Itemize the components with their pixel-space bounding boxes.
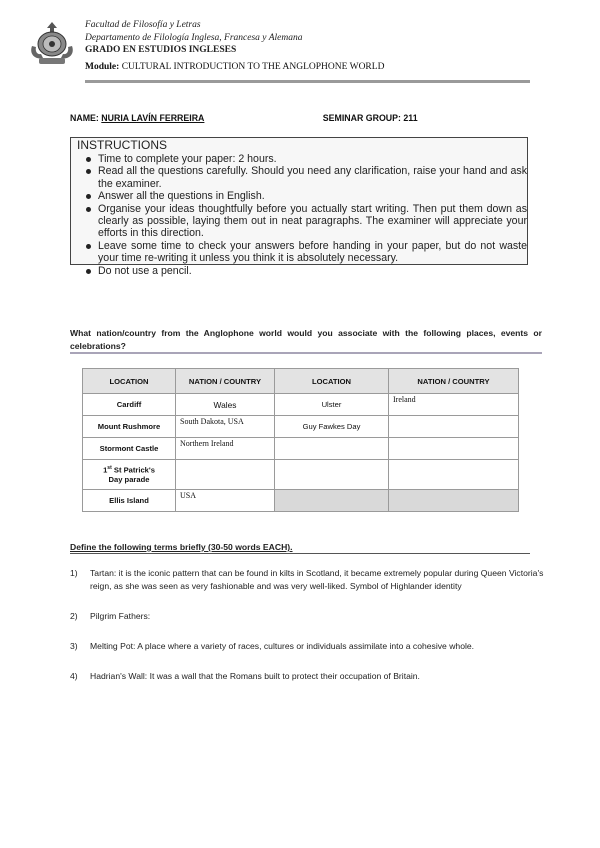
name-value: NURIA LAVÍN FERREIRA xyxy=(101,113,205,123)
university-crest-logo xyxy=(27,20,77,66)
definition-text: Melting Pot: A place where a variety of races, cultures or individuals assimilate into a cohesive whole. xyxy=(90,641,475,651)
definition-item xyxy=(70,640,550,653)
definition-number: 4) xyxy=(70,671,78,681)
column-header: NATION / COUNTRY xyxy=(176,369,275,394)
instruction-item: Leave some time to check your answers before handing in your paper, but do not waste your time re-writing it unless you think it is absolutely necessary. xyxy=(72,240,527,265)
header-divider xyxy=(85,80,530,83)
location-cell: Stormont Castle xyxy=(83,438,176,460)
table-row xyxy=(83,460,519,490)
instructions-title: INSTRUCTIONS xyxy=(77,138,167,152)
instruction-item: Answer all the questions in English. xyxy=(72,190,527,202)
degree-name: GRADO EN ESTUDIOS INGLESES xyxy=(85,45,237,55)
department-name: Departamento de Filología Inglesa, Francesa y Alemana xyxy=(85,33,303,43)
definition-item xyxy=(70,670,550,683)
location-table xyxy=(82,368,519,512)
nation-cell xyxy=(389,438,519,460)
name-label: NAME: xyxy=(70,113,99,123)
nation-cell: Northern Ireland xyxy=(176,438,275,460)
location-text: St Patrick's xyxy=(113,465,155,475)
location-cell: Ulster xyxy=(275,394,389,416)
nation-cell: Ireland xyxy=(389,394,519,416)
definition-number: 1) xyxy=(70,568,78,578)
column-header: LOCATION xyxy=(83,369,176,394)
location-cell xyxy=(275,438,389,460)
table-row xyxy=(83,416,519,438)
definition-number: 3) xyxy=(70,641,78,651)
location-cell xyxy=(83,460,176,490)
nation-cell xyxy=(389,490,519,512)
column-header: NATION / COUNTRY xyxy=(389,369,519,394)
module-line xyxy=(85,62,384,72)
location-cell: Cardiff xyxy=(83,394,176,416)
definitions-list xyxy=(70,567,550,683)
instruction-item: Do not use a pencil. xyxy=(72,265,527,277)
module-value: CULTURAL INTRODUCTION TO THE ANGLOPHONE WORLD xyxy=(121,62,385,72)
location-cell xyxy=(275,460,389,490)
definitions-heading: Define the following terms briefly (30-50 words EACH). xyxy=(70,542,530,554)
faculty-name: Facultad de Filosofía y Letras xyxy=(85,20,201,30)
ordinal-suffix: st xyxy=(107,465,112,472)
location-cell xyxy=(275,490,389,512)
table-header-row xyxy=(83,369,519,394)
instruction-item: Read all the questions carefully. Should you need any clarification, raise your hand and ask the examiner. xyxy=(72,165,527,190)
definition-text: Tartan: it is the iconic pattern that can be found in kilts in Scotland, it became extremely popular during Queen Victoria's reign, as she was seen as very fashionable and was very well-liked. Symbol of Highlander identity xyxy=(90,568,544,591)
nation-cell xyxy=(389,460,519,490)
nation-cell: Wales xyxy=(176,394,275,416)
nation-cell: South Dakota, USA xyxy=(176,416,275,438)
location-cell: Guy Fawkes Day xyxy=(275,416,389,438)
table-row xyxy=(83,438,519,460)
location-text-line2: Day parade xyxy=(108,474,150,484)
column-header: LOCATION xyxy=(275,369,389,394)
instruction-item: Organise your ideas thoughtfully before you actually start writing. Then put them down as clearly as possible, laying them out in neat paragraphs. The examiner will appreciate your efforts in this direction. xyxy=(72,203,527,240)
seminar-value: 211 xyxy=(403,113,418,123)
seminar-label: SEMINAR GROUP: xyxy=(322,113,401,123)
question-1-divider xyxy=(70,352,542,354)
table-row xyxy=(83,394,519,416)
definition-text: Hadrian's Wall: It was a wall that the Romans built to protect their occupation of Britain. xyxy=(90,671,420,681)
table-row xyxy=(83,490,519,512)
nation-cell: USA xyxy=(176,490,275,512)
instructions-list xyxy=(72,153,527,277)
question-1-text: What nation/country from the Anglophone world would you associate with the following places, events or celebrations? xyxy=(70,328,542,351)
module-label: Module: xyxy=(85,62,120,72)
location-cell: Ellis Island xyxy=(83,490,176,512)
definition-item xyxy=(70,610,550,623)
definition-item xyxy=(70,567,550,593)
nation-cell xyxy=(389,416,519,438)
ordinal-number: 1 xyxy=(103,465,108,475)
definition-number: 2) xyxy=(70,611,78,621)
student-info-line xyxy=(70,113,418,123)
instruction-item: Time to complete your paper: 2 hours. xyxy=(72,153,527,165)
nation-cell xyxy=(176,460,275,490)
definition-text: Pilgrim Fathers: xyxy=(90,611,151,621)
location-cell: Mount Rushmore xyxy=(83,416,176,438)
